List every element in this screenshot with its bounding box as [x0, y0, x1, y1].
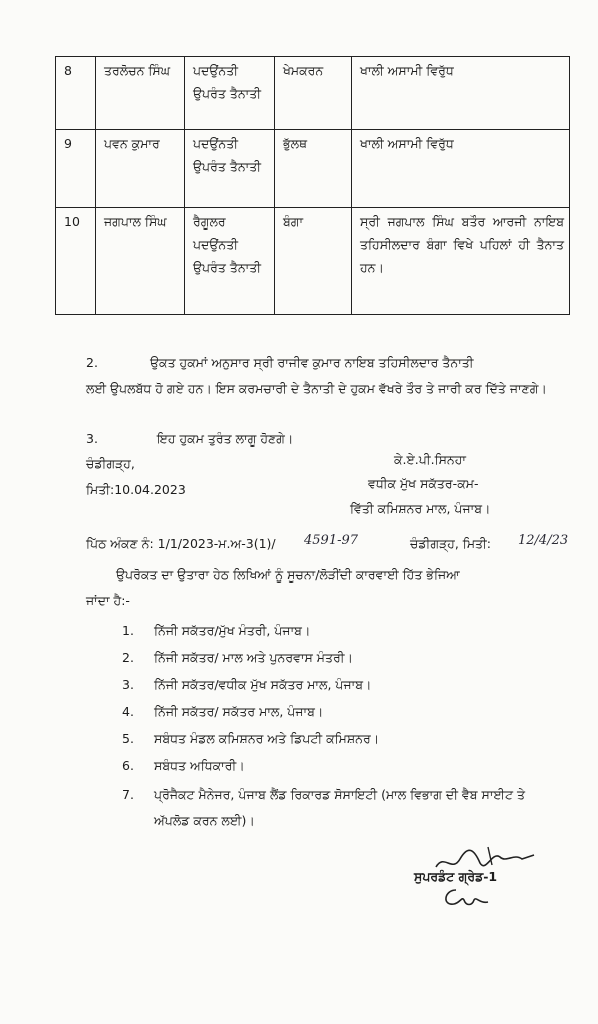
para2-text: ਲਈ ਉਪਲਬੱਧ ਹੋ ਗਏ ਹਨ। ਇਸ ਕਰਮਚਾਰੀ ਦੇ ਤੈਨਾਤੀ ਦੇ ਹੁਕਮ ਵੱਖਰੇ ਤੌਰ ਤੇ ਜਾਰੀ ਕਰ ਦਿੱਤੇ ਜਾਣਗੇ।	[86, 381, 547, 396]
handwritten-endorsement-number: 4591-97	[304, 533, 359, 548]
handwritten-date: 12/4/23	[518, 533, 569, 548]
place-cell: ਬੰਗਾ	[275, 208, 352, 315]
signatory-designation-2: ਵਿੱਤੀ ਕਮਿਸ਼ਨਰ ਮਾਲ, ਪੰਜਾਬ।	[350, 501, 491, 516]
recipient-list	[122, 620, 562, 839]
serial-cell: 9	[56, 130, 96, 208]
table-row	[56, 57, 570, 130]
list-number: 5.	[122, 731, 134, 746]
list-item	[122, 701, 562, 723]
signatory-designation-1: ਵਧੀਕ ਮੁੱਖ ਸਕੱਤਰ-ਕਮ-	[368, 476, 479, 491]
remarks-cell: ਖਾਲੀ ਅਸਾਮੀ ਵਿਰੁੱਧ	[352, 130, 570, 208]
superintendent-title: ਸੁਪਰਡੰਟ ਗ੍ਰੇਡ-1	[414, 869, 498, 884]
action-cell: ਪਦਉਂਨਤੀ ਉਪਰੰਤ ਤੈਨਾਤੀ	[185, 130, 275, 208]
list-number: 2.	[122, 650, 134, 665]
list-number: 6.	[122, 758, 134, 773]
posting-table	[55, 56, 570, 315]
action-cell: ਪਦਉਂਨਤੀ ਉਪਰੰਤ ਤੈਨਾਤੀ	[185, 57, 275, 130]
para3-number: 3.	[86, 431, 98, 446]
initials-scribble	[438, 886, 498, 910]
remarks-cell: ਸ੍ਰੀ ਜਗਪਾਲ ਸਿੰਘ ਬਤੌਰ ਆਰਜੀ ਨਾਇਬ ਤਹਿਸੀਲਦਾਰ ਬੰਗਾ ਵਿਖੇ ਪਹਿਲਾਂ ਹੀ ਤੈਨਾਤ ਹਨ।	[352, 208, 570, 315]
copy-forward-line-1: ਉਪਰੋਕਤ ਦਾ ਉਤਾਰਾ ਹੇਠ ਲਿਖਿਆਂ ਨੂੰ ਸੂਚਨਾ/ਲੋੜੀਂਦੀ ਕਾਰਵਾਈ ਹਿੱਤ ਭੇਜਿਆ	[116, 567, 460, 582]
signatory-name: ਕੇ.ਏ.ਪੀ.ਸਿਨਹਾ	[394, 452, 466, 467]
serial-cell: 8	[56, 57, 96, 130]
list-item	[122, 647, 562, 669]
name-cell: ਤਰਲੋਚਨ ਸਿੰਘ	[96, 57, 185, 130]
list-number: 3.	[122, 677, 134, 692]
copy-forward-line-2: ਜਾਂਦਾ ਹੈ:-	[86, 593, 130, 608]
endorsement-place-date: ਚੰਡੀਗੜ੍ਹ, ਮਿਤੀ:	[410, 536, 492, 551]
list-item	[122, 674, 562, 696]
list-text: ਨਿੱਜੀ ਸਕੱਤਰ/ਮੁੱਖ ਮੰਤਰੀ, ਪੰਜਾਬ।	[154, 623, 311, 638]
list-number: 4.	[122, 704, 134, 719]
list-item	[122, 755, 562, 777]
name-cell: ਪਵਨ ਕੁਮਾਰ	[96, 130, 185, 208]
list-text: ਨਿੱਜੀ ਸਕੱਤਰ/ਵਧੀਕ ਮੁੱਖ ਸਕੱਤਰ ਮਾਲ, ਪੰਜਾਬ।	[154, 677, 372, 692]
list-item	[122, 728, 562, 750]
list-number: 7.	[122, 787, 134, 802]
serial-cell: 10	[56, 208, 96, 315]
para3-text: ਇਹ ਹੁਕਮ ਤੁਰੰਤ ਲਾਗੂ ਹੋਣਗੇ।	[157, 431, 294, 446]
list-number: 1.	[122, 623, 134, 638]
place-cell: ਖੇਮਕਰਨ	[275, 57, 352, 130]
place-label: ਚੰਡੀਗੜ੍ਹ,	[86, 456, 135, 471]
name-cell: ਜਗਪਾਲ ਸਿੰਘ	[96, 208, 185, 315]
date-label: ਮਿਤੀ:10.04.2023	[86, 482, 186, 497]
para2-number: 2.	[86, 355, 98, 370]
remarks-cell: ਖਾਲੀ ਅਸਾਮੀ ਵਿਰੁੱਧ	[352, 57, 570, 130]
list-text: ਨਿੱਜੀ ਸਕੱਤਰ/ ਸਕੱਤਰ ਮਾਲ, ਪੰਜਾਬ।	[154, 704, 324, 719]
endorsement-number: ਪਿੱਠ ਅੰਕਣ ਨੰ: 1/1/2023-ਮ.ਅ-3(1)/	[86, 536, 276, 551]
list-text: ਸਬੰਧਤ ਅਧਿਕਾਰੀ।	[154, 758, 245, 773]
para2-first-line: ਉਕਤ ਹੁਕਮਾਂ ਅਨੁਸਾਰ ਸ੍ਰੀ ਰਾਜੀਵ ਕੁਮਾਰ ਨਾਇਬ ਤਹਿਸੀਲਦਾਰ ਤੈਨਾਤੀ	[150, 355, 474, 370]
list-text: ਨਿੱਜੀ ਸਕੱਤਰ/ ਮਾਲ ਅਤੇ ਪੁਨਰਵਾਸ ਮੰਤਰੀ।	[154, 650, 353, 665]
table-row	[56, 208, 570, 315]
table-row	[56, 130, 570, 208]
list-text: ਸਬੰਧਤ ਮੰਡਲ ਕਮਿਸ਼ਨਰ ਅਤੇ ਡਿਪਟੀ ਕਮਿਸ਼ਨਰ।	[154, 731, 380, 746]
list-item	[122, 620, 562, 642]
action-cell: ਰੈਗੂਲਰ ਪਦਉਂਨਤੀ ਉਪਰੰਤ ਤੈਨਾਤੀ	[185, 208, 275, 315]
place-cell: ਭੁੱਲਥ	[275, 130, 352, 208]
list-text: ਪ੍ਰੋਜੈਕਟ ਮੈਨੇਜਰ, ਪੰਜਾਬ ਲੈਂਡ ਰਿਕਾਰਡ ਸੋਸਾਇਟੀ (ਮਾਲ ਵਿਭਾਗ ਦੀ ਵੈਬ ਸਾਈਟ ਤੇ ਅੱਪਲੋਡ ਕਰਨ ਲਈ)।	[154, 787, 526, 828]
list-item	[122, 782, 562, 834]
